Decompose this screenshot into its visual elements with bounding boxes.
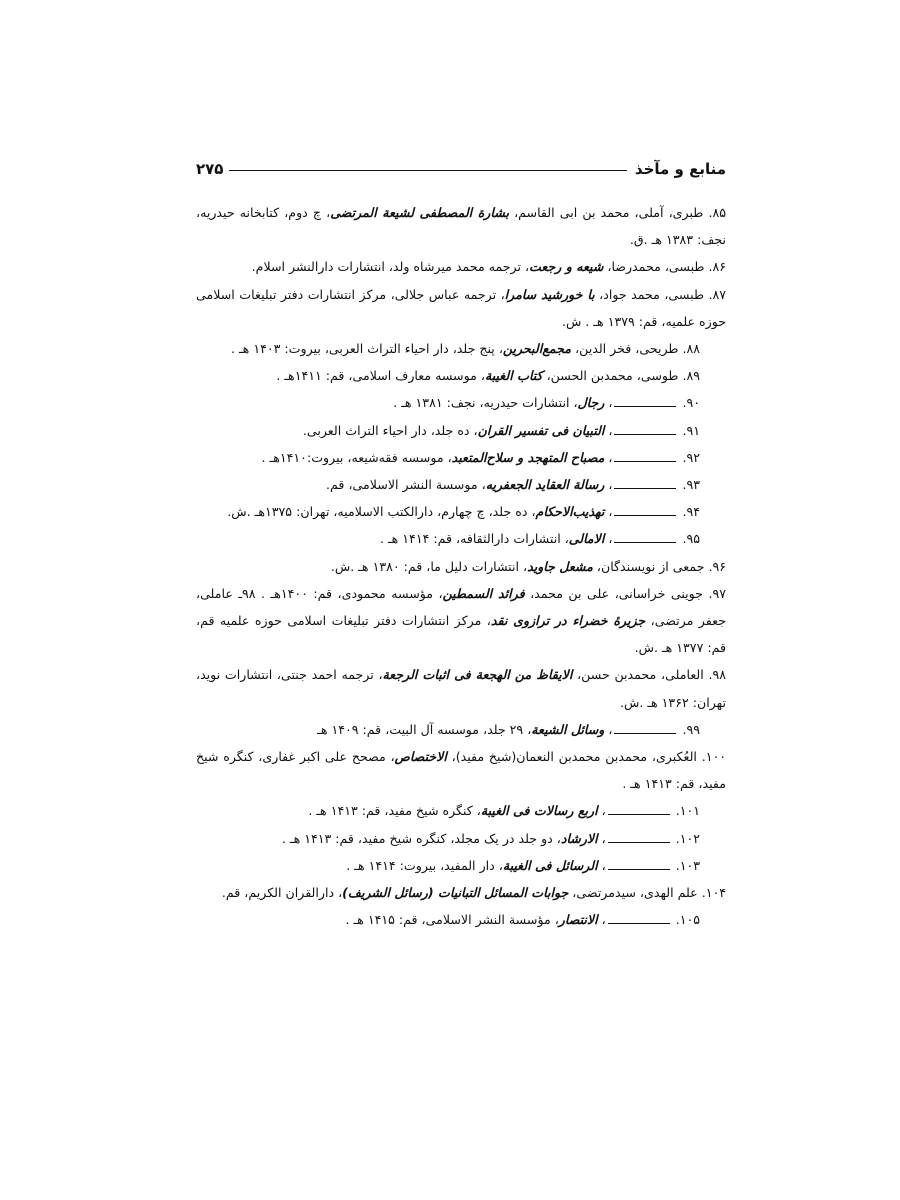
entry-number: ۹۸: [712, 667, 726, 683]
entry-number: ۹۲: [686, 449, 700, 465]
entry-details: ، مرکز انتشارات دفتر تبلیغات اسلامی حوزه علمیه قم، قم: ۱۳۷۷ هـ .ش.: [196, 613, 726, 656]
entry-title: الاختصاص: [394, 749, 447, 765]
entry-details: ، ترجمه محمد میرشاه ولد، انتشارات دارالنشر اسلام.: [251, 259, 530, 275]
ditto-dash: [614, 398, 676, 408]
entry-number: ۸۶: [712, 259, 726, 275]
bibliography-entry: ۹۱. ، التبیان فی تفسیر القران، ده جلد، دار احیاء التراث العربی.: [302, 422, 700, 438]
entry-title: بشارة المصطفی لشیعة المرتضی: [330, 205, 509, 220]
entry-number: ۹۰: [686, 395, 700, 411]
entry-title: الامالی: [568, 531, 605, 547]
entry-number: ۹۹: [686, 721, 700, 737]
entry-title: جزیرۀ خضراء در ترازوی نقد: [490, 613, 646, 629]
entry-details: ، پنج جلد، دار احیاء التراث العربی، بیروت: ۱۴۰۳ هـ .: [230, 341, 503, 357]
bibliography-entry: ۸۸. طریحی، فخر الدین، مجمع‌البحرین، پنج جلد، دار احیاء التراث العربی، بیروت: ۱۴۰۳ هـ .: [230, 341, 700, 357]
entry-number: ۱۰۰: [705, 749, 727, 765]
bibliography-entry: ۹۶. جمعی از نویسندگان، مشعل جاوید، انتشارات دلیل ما، قم: ۱۳۸۰ هـ .ش.: [330, 558, 726, 574]
ditto-dash: [614, 534, 676, 544]
entry-title: رجال: [577, 395, 605, 411]
entry-author: جوینی خراسانی، علی بن محمد،: [524, 585, 703, 601]
entry-number: ۸۹: [686, 368, 700, 384]
entry-number: ۸۵: [712, 205, 726, 220]
entry-details: ، مصحح علی اکبر غفاری، کنگره شیخ مفید، قم: ۱۴۱۳ هـ .: [196, 749, 726, 792]
entry-number: ۹۱: [686, 422, 700, 438]
entry-title: مشعل جاوید: [527, 558, 593, 574]
bibliography-entry: ۹۵. ، الامالی، انتشارات دارالثقافه، قم: ۱۴۱۴ هـ .: [379, 531, 700, 547]
entry-title: الانتصار: [558, 912, 598, 928]
entry-number: ۹۷: [712, 585, 726, 601]
entry-author: العاملی، محمدبن حسن،: [572, 667, 704, 683]
entry-title: الرسائل فی الغیبة: [502, 857, 598, 873]
bibliography-entry: ۱۰۱. ، اربع رسالات فی الغیبة، کنگره شیخ مفید، قم: ۱۴۱۳ هـ .: [308, 803, 700, 819]
entry-author: طریحی، فخر الدین،: [571, 341, 679, 357]
header-rule: [229, 170, 626, 171]
entry-details: ، مؤسسة النشر الاسلامی، قم: ۱۴۱۵ هـ .: [345, 912, 559, 928]
entry-author: علم الهدی، سیدمرتضی،: [568, 885, 698, 901]
entry-number: ۸۸: [686, 341, 700, 357]
entry-title: الایقاظ من الهجعة فی اثبات الرجعة: [382, 667, 573, 683]
ditto-dash: [614, 452, 676, 462]
bibliography-entry: ۹۴. ، تهذیب‌الاحکام، ده جلد، چ چهارم، دارالکتب الاسلامیه، تهران: ۱۳۷۵هـ .ش.: [227, 504, 700, 520]
entry-title: مصباح المتهجد و سلاح‌المتعبد: [451, 449, 605, 465]
entry-number: ۱۰۳: [679, 857, 700, 873]
entry-number: ۱۰۴: [705, 885, 726, 901]
entry-title: مجمع‌البحرین: [502, 341, 572, 357]
bibliography-entry: ۱۰۰. العُکبری، محمدبن محمدبن النعمان(شیخ مفید)، الاختصاص، مصحح علی اکبر غفاری، کنگره شیخ مفید، قم: ۱۴۱۳ هـ .: [196, 749, 727, 792]
entry-author: طبری، آملی، محمد بن ابی القاسم،: [508, 205, 704, 220]
entry-title: اربع رسالات فی الغیبة: [480, 803, 598, 819]
entry-author: طوسی، محمدبن الحسن،: [542, 368, 679, 384]
entry-details: ، کنگره شیخ مفید، قم: ۱۴۱۳ هـ .: [308, 803, 481, 819]
entry-details: ، ۲۹ جلد، موسسه آل البیت، قم: ۱۴۰۹ هـ: [317, 721, 532, 737]
entry-title: الارشاد: [560, 830, 598, 846]
ditto-dash: [608, 860, 670, 870]
header-title: منابع و مآخذ: [634, 160, 726, 178]
entry-author: طبسی، محمدرضا،: [603, 259, 705, 275]
bibliography-entry: ۸۹. طوسی، محمدبن الحسن، کتاب الغیبة، موسسه معارف اسلامی، قم: ۱۴۱۱هـ .: [276, 368, 700, 384]
entry-details: ، انتشارات حیدریه، نجف: ۱۳۸۱ هـ .: [393, 395, 578, 411]
bibliography-entry: ۹۲. ، مصباح المتهجد و سلاح‌المتعبد، موسسه فقه‌شیعه، بیروت:۱۴۱۰هـ .: [261, 449, 700, 465]
bibliography-entry: ۱۰۴. علم الهدی، سیدمرتضی، جوابات المسائل التبانیات (رسائل الشریف)، دارالقران الکریم، قم.: [221, 885, 726, 901]
entry-title: جوابات المسائل التبانیات (رسائل الشریف): [342, 885, 569, 901]
entry-details: ، مؤسسه محمودی، قم: ۱۴۰۰هـ . ۹۸ـ عاملی، جعفر مرتضی،: [196, 585, 726, 629]
entry-details: ، ترجمه عباس جلالی، مرکز انتشارات دفتر تبلیغات اسلامی حوزه علمیه، قم: ۱۳۷۹ هـ . ش.: [196, 286, 726, 329]
entry-title: وسائل الشیعة: [531, 721, 605, 737]
bibliography-entry: ۹۰. ، رجال، انتشارات حیدریه، نجف: ۱۳۸۱ هـ .: [393, 395, 700, 411]
entry-title: با خورشید سامرا: [504, 286, 595, 302]
entry-number: ۱۰۵: [679, 912, 700, 928]
ditto-dash: [608, 914, 670, 924]
bibliography-entry: ۹۳. ، رسالة العقاید الجعفریه، موسسة النشر الاسلامی، قم.: [326, 477, 700, 493]
page-number: ۲۷۵: [196, 160, 224, 178]
entry-details: ، ده جلد، دار احیاء التراث العربی.: [302, 422, 478, 438]
entry-number: ۱۰۱: [679, 803, 700, 819]
entry-details: ، ترجمه احمد جنتی، انتشارات نوید، تهران: ۱۳۶۲ هـ .ش.: [196, 667, 726, 710]
entry-title: شیعه و رجعت: [529, 259, 604, 275]
entry-title: رسالة العقاید الجعفریه: [485, 477, 605, 493]
entry-author: جمعی از نویسندگان،: [592, 558, 705, 574]
bibliography-entry: ۸۶. طبسی، محمدرضا، شیعه و رجعت، ترجمه محمد میرشاه ولد، انتشارات دارالنشر اسلام.: [251, 259, 726, 275]
entry-details: ، ده جلد، چ چهارم، دارالکتب الاسلامیه، تهران: ۱۳۷۵هـ .ش.: [227, 504, 536, 520]
ditto-dash: [614, 425, 676, 435]
entry-details: ، موسسه فقه‌شیعه، بیروت:۱۴۱۰هـ .: [261, 449, 452, 465]
bibliography-entry: ۹۸. العاملی، محمدبن حسن، الایقاظ من الهجعة فی اثبات الرجعة، ترجمه احمد جنتی، انتشارات نوید، تهران: ۱۳۶۲ هـ .ش.: [196, 667, 726, 710]
bibliography-list: [196, 199, 726, 933]
entry-details: ، انتشارات دارالثقافه، قم: ۱۴۱۴ هـ .: [379, 531, 569, 547]
entry-number: ۸۷: [712, 286, 727, 302]
entry-number: ۹۵: [686, 531, 700, 547]
entry-details: ، دارالقران الکریم، قم.: [221, 885, 343, 901]
entry-details: ، دو جلد در یک مجلد، کنگره شیخ مفید، قم: ۱۴۱۳ هـ .: [281, 830, 561, 846]
ditto-dash: [608, 833, 670, 843]
bibliography-entry: ۱۰۳. ، الرسائل فی الغیبة، دار المفید، بیروت: ۱۴۱۴ هـ .: [346, 857, 700, 873]
bibliography-entry: ۸۷. طبسی، محمد جواد، با خورشید سامرا، ترجمه عباس جلالی، مرکز انتشارات دفتر تبلیغات اسلامی حوزه علمیه، قم: ۱۳۷۹ هـ . ش.: [196, 286, 727, 329]
entry-title: کتاب الغیبة: [484, 368, 543, 384]
ditto-dash: [608, 806, 670, 816]
entry-details: ، چ دوم، کتابخانه حیدریه، نجف: ۱۳۸۳ هـ .ق.: [196, 205, 726, 248]
entry-number: ۹۴: [686, 504, 700, 520]
ditto-dash: [614, 506, 676, 516]
entry-title: فرائد السمطین: [442, 585, 525, 601]
entry-number: ۹۳: [686, 477, 700, 493]
ditto-dash: [614, 724, 676, 734]
entry-details: ، موسسة النشر الاسلامی، قم.: [326, 477, 486, 493]
entry-details: ، دار المفید، بیروت: ۱۴۱۴ هـ .: [346, 857, 503, 873]
bibliography-entry: ۱۰۲. ، الارشاد، دو جلد در یک مجلد، کنگره شیخ مفید، قم: ۱۴۱۳ هـ .: [281, 830, 700, 846]
entry-details: ، انتشارات دلیل ما، قم: ۱۳۸۰ هـ .ش.: [330, 558, 528, 574]
entry-title: تهذیب‌الاحکام: [535, 504, 605, 520]
bibliography-entry: ۱۰۵. ، الانتصار، مؤسسة النشر الاسلامی، قم: ۱۴۱۵ هـ .: [345, 912, 700, 928]
bibliography-entry: ۸۵. طبری، آملی، محمد بن ابی القاسم، بشارة المصطفی لشیعة المرتضی، چ دوم، کتابخانه حیدریه، نجف: ۱۳۸۳ هـ .ق.: [196, 205, 726, 248]
entry-author: طبسی، محمد جواد،: [594, 286, 704, 302]
entry-number: ۹۶: [712, 558, 726, 574]
entry-number: ۱۰۲: [679, 830, 700, 846]
entry-details: ، موسسه معارف اسلامی، قم: ۱۴۱۱هـ .: [276, 368, 485, 384]
bibliography-entry: ۹۷. جوینی خراسانی، علی بن محمد، فرائد السمطین، مؤسسه محمودی، قم: ۱۴۰۰هـ . ۹۸ـ عاملی، جعفر مرتضی، جزیرۀ خضراء در ترازوی نقد، مرکز انتشارات دفتر تبلیغات اسلامی حوزه علمیه قم، قم: ۱۳۷۷ هـ .ش.: [196, 585, 726, 656]
bibliography-entry: ۹۹. ، وسائل الشیعة، ۲۹ جلد، موسسه آل البیت، قم: ۱۴۰۹ هـ: [317, 721, 700, 737]
entry-title: التبیان فی تفسیر القران: [477, 422, 605, 438]
entry-author: العُکبری، محمدبن محمدبن النعمان(شیخ مفید)،: [446, 749, 697, 765]
running-header: [196, 152, 726, 186]
ditto-dash: [614, 479, 676, 489]
